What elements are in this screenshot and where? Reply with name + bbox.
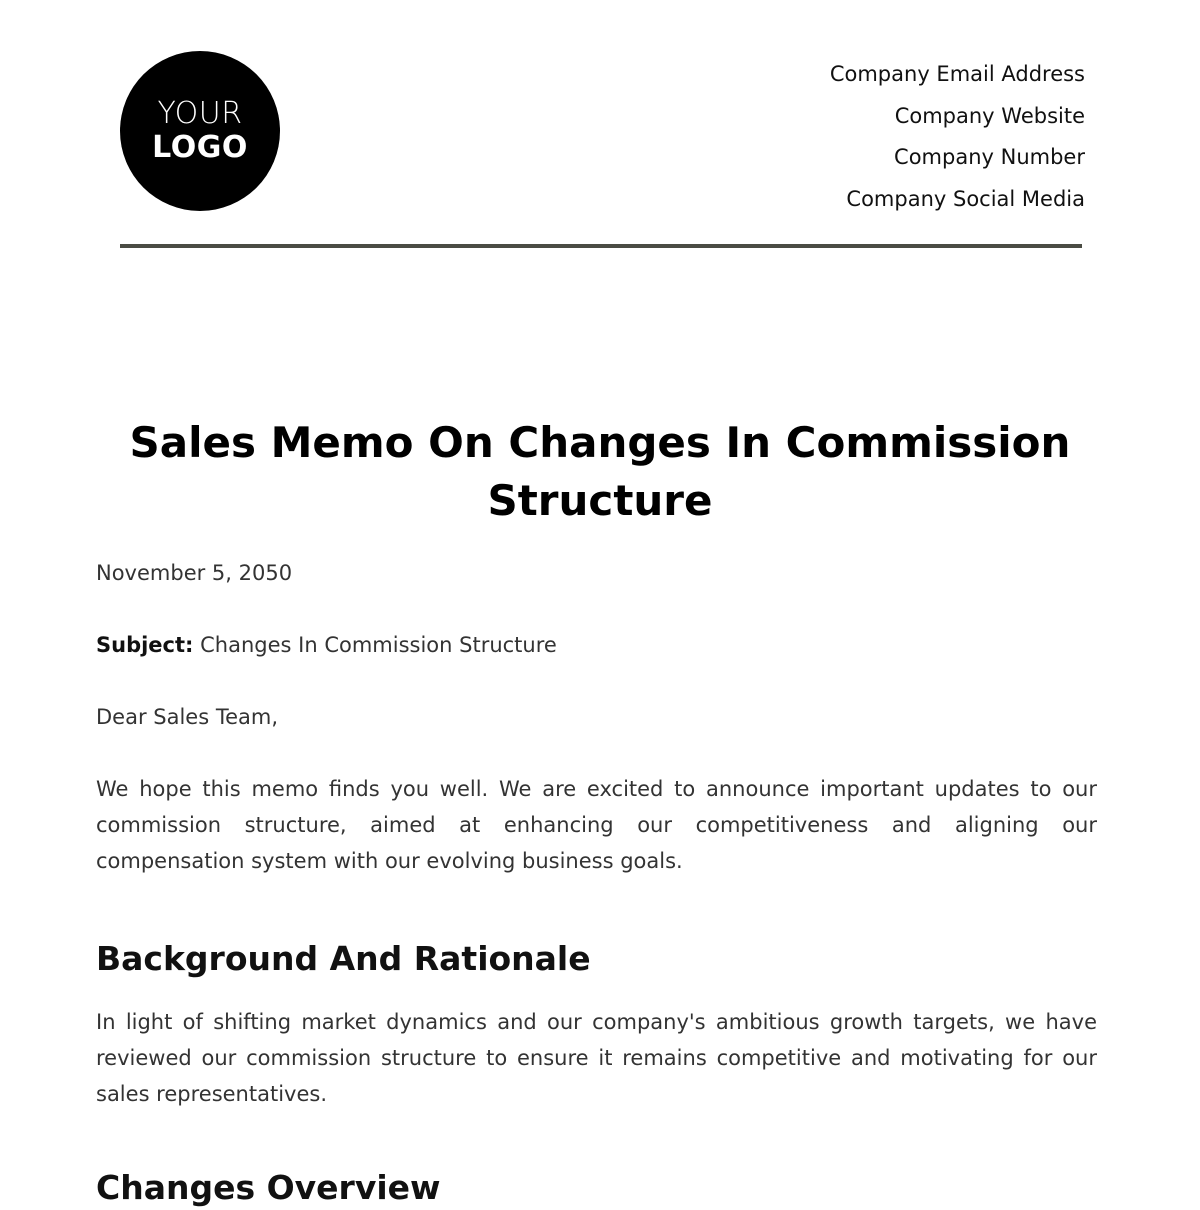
memo-title: Sales Memo On Changes In Commission Structure bbox=[129, 418, 1071, 525]
subject-label: Subject: bbox=[96, 633, 194, 657]
subject-value: Changes In Commission Structure bbox=[200, 633, 557, 657]
section-heading-changes-overview: Changes Overview bbox=[96, 1168, 441, 1207]
section-heading-background: Background And Rationale bbox=[96, 939, 591, 978]
company-number: Company Number bbox=[894, 145, 1085, 169]
company-email: Company Email Address bbox=[829, 62, 1085, 86]
section-body-background: In light of shifting market dynamics and our company's ambitious growth targets, we have reviewed our commission structure to ensure it remains competitive and motivating for our sales representatives. bbox=[96, 1010, 1097, 1106]
memo-greeting: Dear Sales Team, bbox=[96, 705, 279, 729]
company-contact-info bbox=[830, 54, 1085, 220]
memo-subject bbox=[96, 627, 1097, 663]
company-social-media: Company Social Media bbox=[846, 186, 1085, 211]
header-divider bbox=[120, 244, 1082, 248]
memo-intro-paragraph: We hope this memo finds you well. We are excited to announce important updates to our commission structure, aimed at enhancing our competitiveness and aligning our compensation system with our evolving business goals. bbox=[96, 777, 1097, 873]
logo-text-top: YOUR bbox=[157, 96, 243, 131]
company-website: Company Website bbox=[894, 103, 1085, 128]
memo-date: November 5, 2050 bbox=[96, 561, 293, 585]
logo-text-bottom: LOGO bbox=[152, 130, 248, 165]
company-logo bbox=[120, 51, 280, 211]
